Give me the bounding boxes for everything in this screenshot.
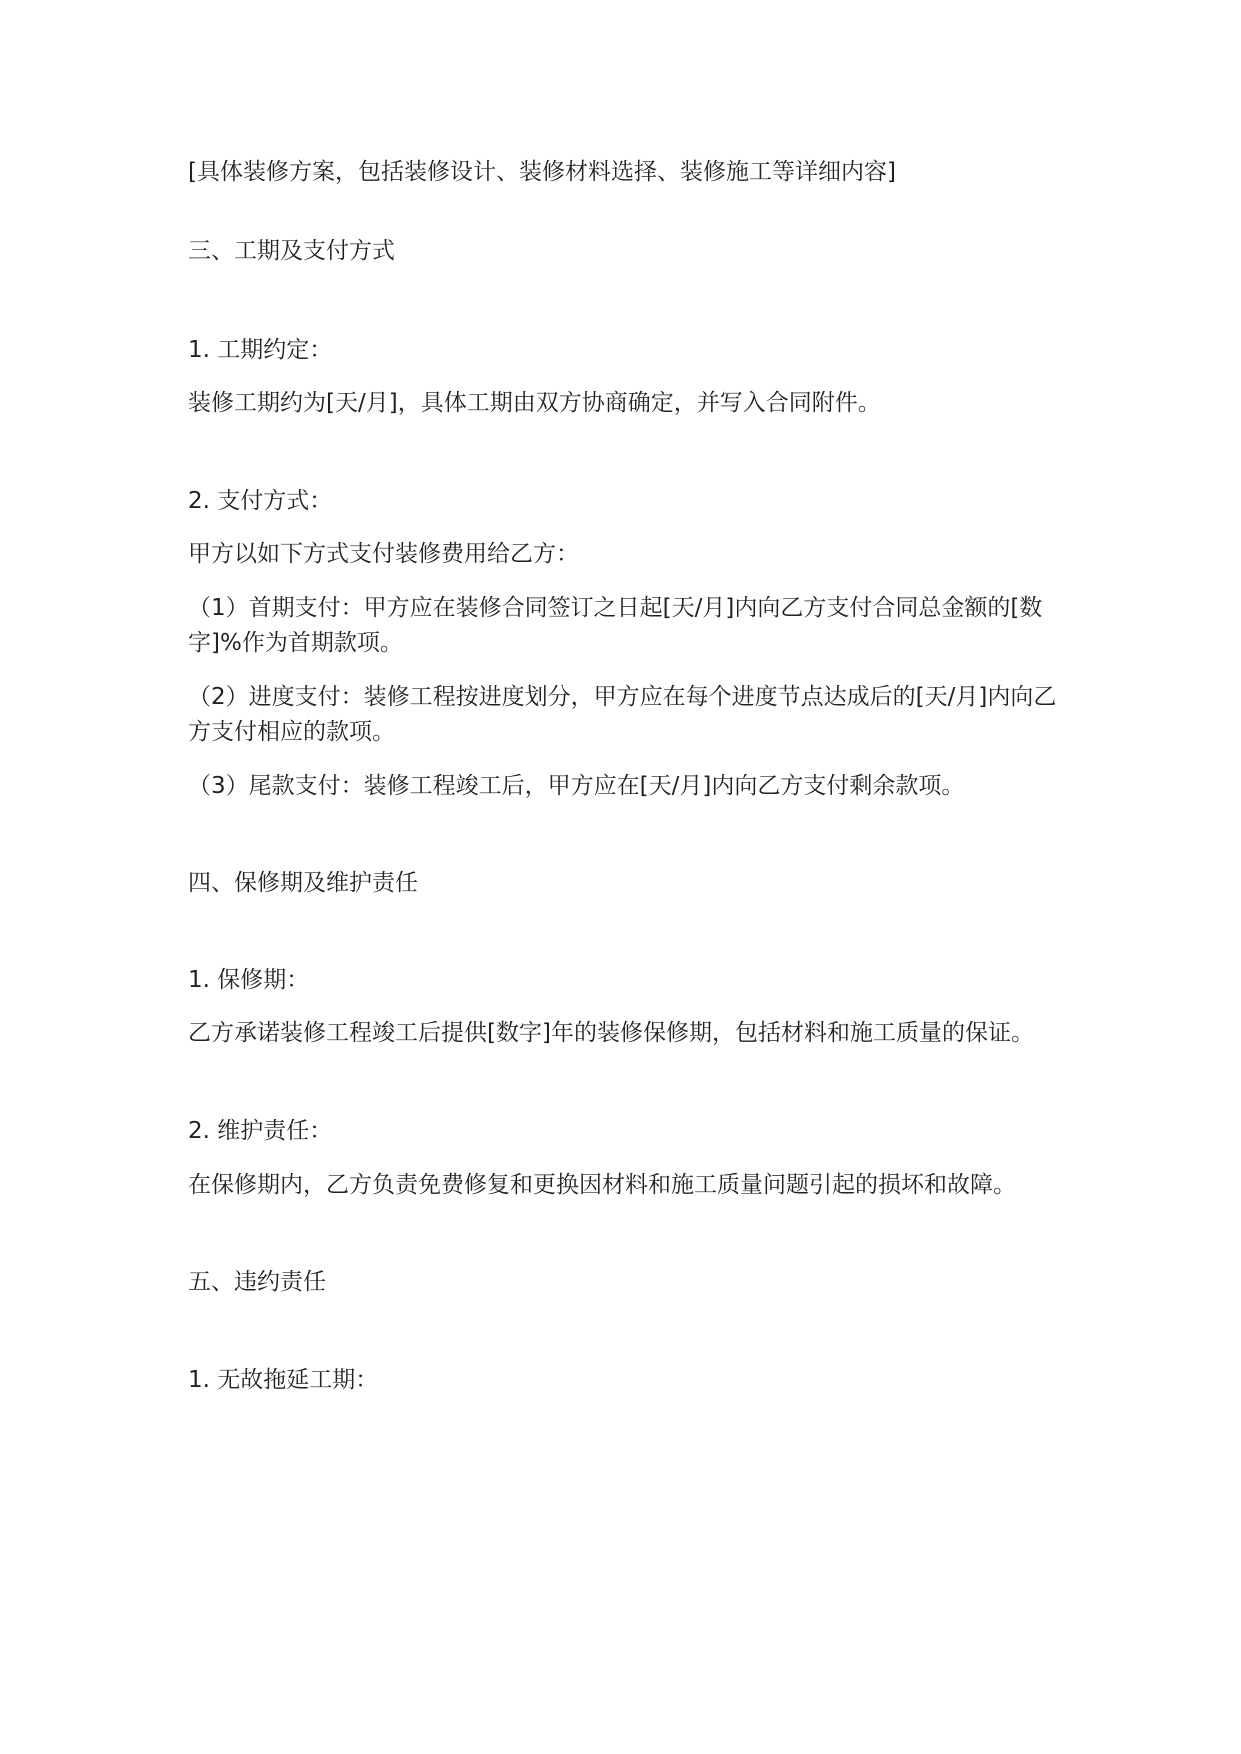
paragraph-maintenance: 在保修期内，乙方负责免费修复和更换因材料和施工质量问题引起的损坏和故障。 — [188, 1172, 1016, 1198]
paragraph-progress-payment-line2: 方支付相应的款项。 — [188, 719, 395, 745]
paragraph-progress-payment-line1: （2）进度支付：装修工程按进度划分，甲方应在每个进度节点达成后的[天/月]内向乙 — [188, 684, 1057, 710]
paragraph-schedule: 装修工期约为[天/月]，具体工期由双方协商确定，并写入合同附件。 — [188, 390, 881, 416]
clause-heading-schedule: 1. 工期约定： — [188, 337, 333, 363]
clause-heading-delay: 1. 无故拖延工期： — [188, 1367, 379, 1393]
clause-heading-payment: 2. 支付方式： — [188, 488, 333, 514]
paragraph-warranty-period: 乙方承诺装修工程竣工后提供[数字]年的装修保修期，包括材料和施工质量的保证。 — [188, 1020, 1034, 1046]
paragraph-first-payment-line1: （1）首期支付：甲方应在装修合同签订之日起[天/月]内向乙方支付合同总金额的[数 — [188, 595, 1043, 621]
section-heading-schedule-payment: 三、工期及支付方式 — [188, 238, 395, 264]
paragraph-first-payment-line2: 字]%作为首期款项。 — [188, 630, 403, 656]
paragraph-payment-intro: 甲方以如下方式支付装修费用给乙方： — [188, 541, 579, 567]
paragraph-final-payment: （3）尾款支付：装修工程竣工后，甲方应在[天/月]内向乙方支付剩余款项。 — [188, 773, 965, 799]
clause-heading-maintenance: 2. 维护责任： — [188, 1118, 333, 1144]
renovation-plan-placeholder: [具体装修方案，包括装修设计、装修材料选择、装修施工等详细内容] — [188, 159, 896, 185]
section-heading-warranty: 四、保修期及维护责任 — [188, 870, 418, 896]
section-heading-breach: 五、违约责任 — [188, 1269, 326, 1295]
clause-heading-warranty-period: 1. 保修期： — [188, 967, 310, 993]
